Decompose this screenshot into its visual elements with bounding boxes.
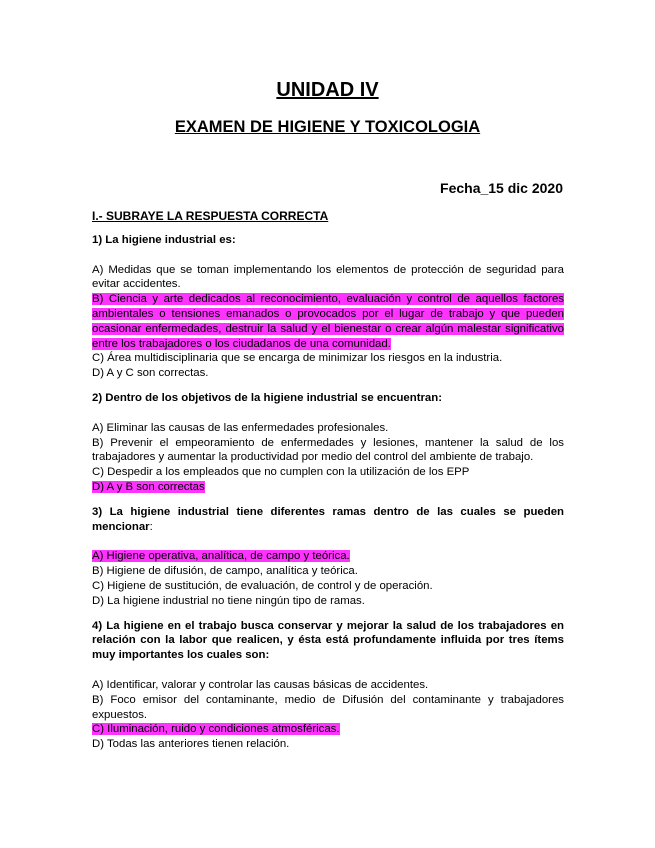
question-1 xyxy=(92,233,564,381)
exam-content xyxy=(92,209,564,762)
question-text xyxy=(92,505,564,535)
option-b: B) Higiene de difusión, de campo, analítica y teórica. xyxy=(92,565,358,578)
exam-title: EXAMEN DE HIGIENE Y TOXICOLOGIA xyxy=(174,118,481,136)
option-c: C) Despedir a los empleados que no cumplen con la utilización de los EPP xyxy=(92,466,470,479)
question-4 xyxy=(92,619,564,752)
question-2 xyxy=(92,391,564,495)
highlighted-answer: C) Iluminación, ruido y condiciones atmosféricas. xyxy=(92,723,340,736)
highlighted-answer: A) Higiene operativa, analítica, de campo y teórica. xyxy=(92,550,350,563)
highlighted-answer: D) A y B son correctas xyxy=(92,480,205,493)
option-a: A) Medidas que se toman implementando los elementos de protección de seguridad para evitar accidentes. xyxy=(92,263,564,291)
question-text: 4) La higiene en el trabajo busca conservar y mejorar la salud de los trabajadores en relación con la labor que realicen, y ésta está profundamente influida por tres ítems muy importantes los cuales son: xyxy=(92,619,564,662)
option-d: D) Todas las anteriores tienen relación. xyxy=(92,738,290,751)
section-title: I.- SUBRAYE LA RESPUESTA CORRECTA xyxy=(92,209,329,223)
option-a xyxy=(92,549,564,564)
option-a: A) Eliminar las causas de las enfermedades profesionales. xyxy=(92,421,389,434)
option-b xyxy=(92,292,564,351)
exam-date: Fecha_15 dic 2020 xyxy=(440,180,563,196)
option-c xyxy=(92,722,564,737)
highlighted-answer: B) Ciencia y arte dedicados al reconocimiento, evaluación y control de aquellos factores ambientales o tensiones emanados o provocados por el lugar de trabajo y que pueden ocasionar enfermedades, destruir la salud y el bienestar o crear algún malestar significativo entre los trabajadores o los ciudadanos de una comunidad. xyxy=(92,293,564,350)
option-a: A) Identificar, valorar y controlar las causas básicas de accidentes. xyxy=(92,678,429,691)
option-b: B) Prevenir el empeoramiento de enfermedades y lesiones, mantener la salud de los trabajadores y aumentar la productividad por medio del control del ambiente de trabajo. xyxy=(92,436,564,464)
question-3 xyxy=(92,505,564,609)
question-text: 2) Dentro de los objetivos de la higiene industrial se encuentran: xyxy=(92,391,443,404)
question-text-suffix: : xyxy=(149,520,153,533)
option-d: D) A y C son correctas. xyxy=(92,367,209,380)
option-c: C) Área multidisciplinaria que se encarga de minimizar los riesgos en la industria. xyxy=(92,352,503,365)
option-c: C) Higiene de sustitución, de evaluación, de control y de operación. xyxy=(92,579,433,592)
option-d xyxy=(92,480,564,495)
option-b: B) Foco emisor del contaminante, medio de Difusión del contaminante y trabajadores expuestos. xyxy=(92,693,564,721)
question-text-main: 3) La higiene industrial tiene diferentes ramas dentro de las cuales se pueden mencionar xyxy=(92,505,564,533)
option-d: D) La higiene industrial no tiene ningún tipo de ramas. xyxy=(92,594,365,607)
question-text: 1) La higiene industrial es: xyxy=(92,233,236,246)
unit-title: UNIDAD IV xyxy=(276,79,379,101)
